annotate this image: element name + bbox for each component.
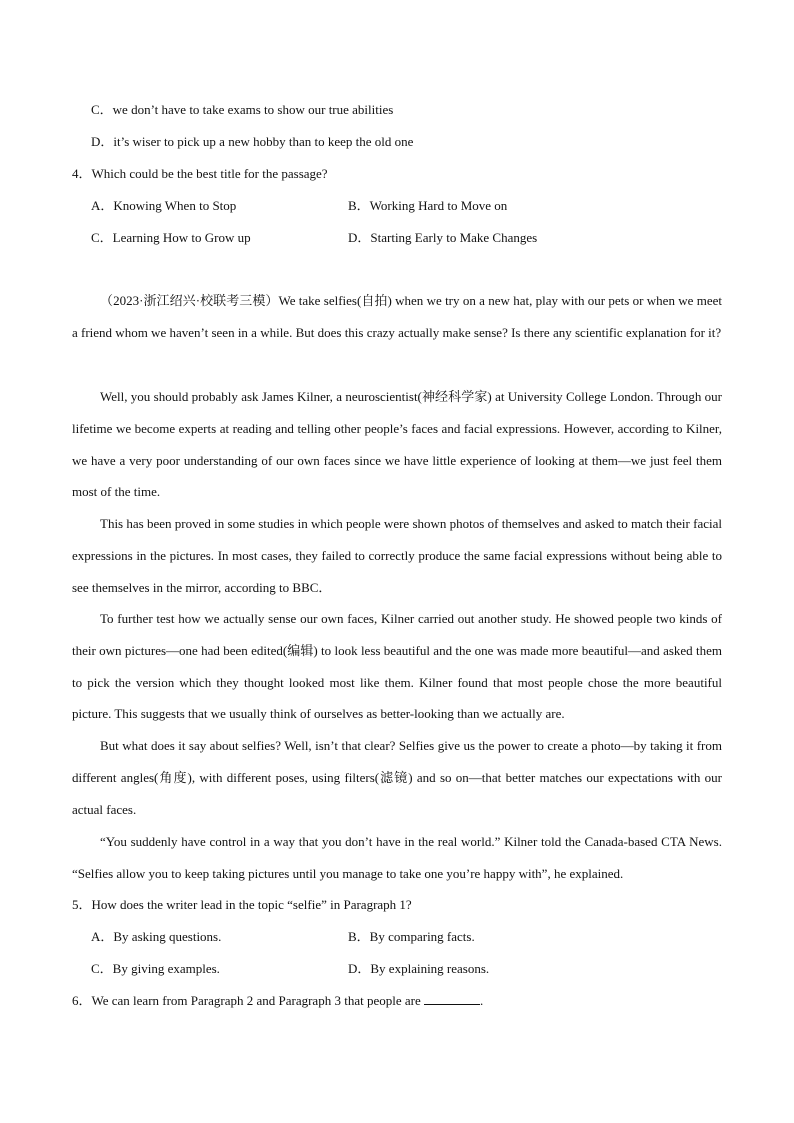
q3-option-c: C．we don’t have to take exams to show our true abilities [91,102,394,117]
q5-option-d: D．By explaining reasons. [348,961,490,976]
q4-option-c: C．Learning How to Grow up [91,230,251,245]
q4-stem: 4．Which could be the best title for the passage? [72,166,328,181]
q3-option-d: D．it’s wiser to pick up a new hobby than to keep the old one [91,134,414,149]
q5-option-a: A．By asking questions. [91,929,222,944]
passage-paragraph-5: But what does it say about selfies? Well, isn’t that clear? Selfies give us the power to create a photo—by taking it from different angles(角度), with different poses, using filters(滤镜) and so on—that better matches our expectations with our actual faces. [72,738,722,817]
q6-stem: 6．We can learn from Paragraph 2 and Paragraph 3 that people are [72,993,421,1008]
q4-option-b: B．Working Hard to Move on [348,198,508,213]
passage-paragraph-1: （2023·浙江绍兴·校联考三模）We take selfies(自拍) when we try on a new hat, play with our pets or when we meet a friend whom we haven’t seen in a while. But does this crazy actually make sense? Is there any scientific explanation for it? [72,293,722,340]
passage-paragraph-6: “You suddenly have control in a way that you don’t have in the real world.” Kilner told the Canada-based CTA News. “Selfies allow you to keep taking pictures until you manage to take one you’re happy with”, he explained. [72,834,722,881]
q6-stem-end: . [479,993,484,1008]
q4-option-d: D．Starting Early to Make Changes [348,230,538,245]
q5-stem: 5．How does the writer lead in the topic “selfie” in Paragraph 1? [72,897,412,912]
q5-option-b: B．By comparing facts. [348,929,475,944]
passage-paragraph-4: To further test how we actually sense our own faces, Kilner carried out another study. He showed people two kinds of their own pictures—one had been edited(编辑) to look less beautiful and the one was made more beautiful—and asked them to pick the version which they thought looked most like them. Kilner found that most people chose the more beautiful picture. This suggests that we usually think of ourselves as better-looking than we actually are. [72,611,722,722]
q5-option-c: C．By giving examples. [91,961,220,976]
passage-paragraph-2: Well, you should probably ask James Kilner, a neuroscientist(神经科学家) at University College London. Through our lifetime we become experts at reading and telling other people’s faces and facial expressions. However, according to Kilner, we have a very poor understanding of our own faces since we have little experience of looking at them—we just feel them most of the time. [72,389,722,500]
q4-option-a: A．Knowing When to Stop [91,198,237,213]
q6-stem-line [72,993,483,1009]
passage-paragraph-3: This has been proved in some studies in which people were shown photos of themselves and asked to match their facial expressions in the pictures. In most cases, they failed to correctly produce the same facial expressions without being able to see themselves in the mirror, according to BBC． [72,516,722,595]
answer-blank [424,993,480,1005]
